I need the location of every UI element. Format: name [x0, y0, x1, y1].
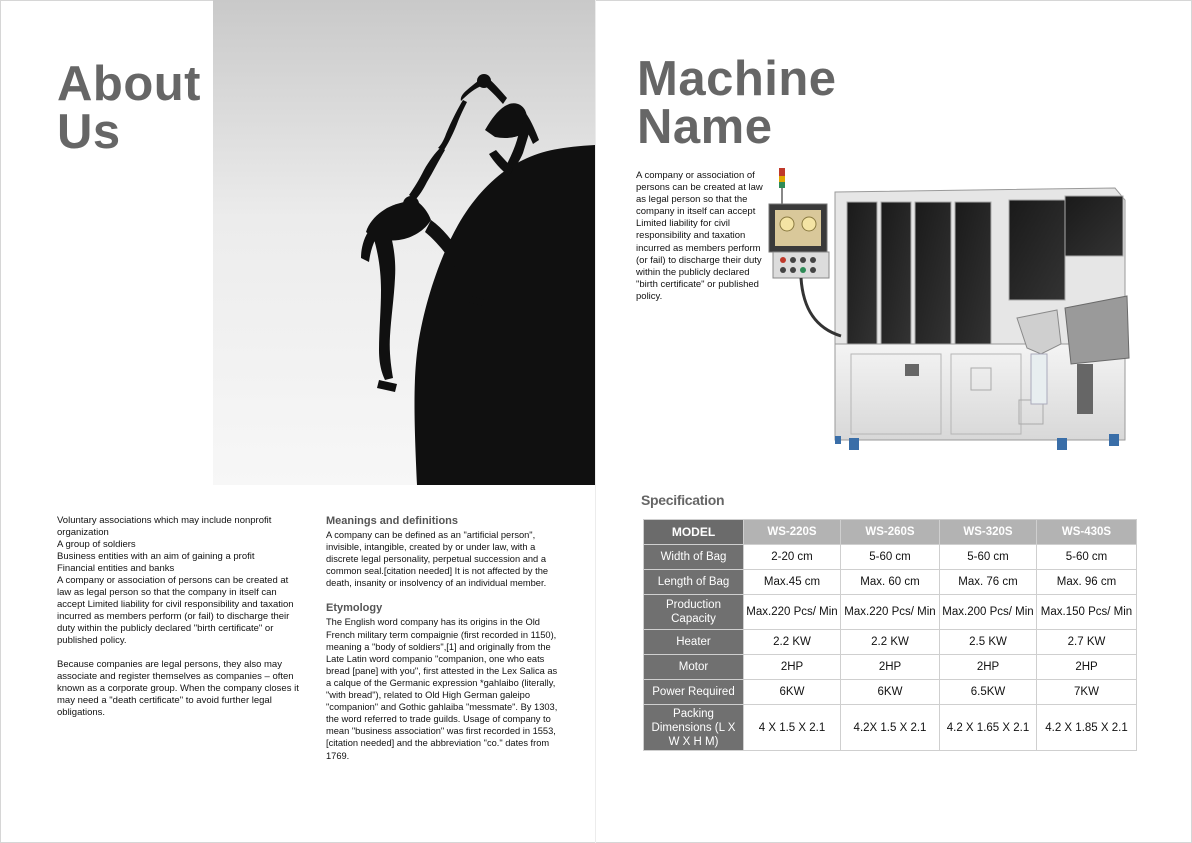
paragraph-gap: [57, 647, 305, 659]
intro-line-1: Voluntary associations which may include nonprofit organization: [57, 515, 272, 538]
packing-machine-illustration: [765, 168, 1135, 468]
table-cell: 4.2X 1.5 X 2.1: [841, 705, 940, 751]
model-column-header: WS-320S: [940, 520, 1037, 545]
intro-line-4: Financial entities and banks: [57, 563, 175, 574]
about-title-line1: About: [57, 57, 201, 111]
table-cell: 2.2 KW: [744, 630, 841, 655]
etymology-heading: Etymology: [326, 602, 383, 615]
table-cell: 2HP: [940, 655, 1037, 680]
row-label: Packing Dimensions (L X W X H M): [644, 705, 744, 751]
table-cell: 5-60 cm: [940, 545, 1037, 570]
table-row: [644, 545, 1137, 570]
table-cell: 6.5KW: [940, 680, 1037, 705]
intro-line-2: A group of soldiers: [57, 539, 136, 550]
climbers-photo: [213, 0, 595, 485]
table-cell: 6KW: [841, 680, 940, 705]
climbers-silhouette-image: [213, 0, 595, 485]
model-header: MODEL: [644, 520, 744, 545]
table-cell: 4.2 X 1.65 X 2.1: [940, 705, 1037, 751]
table-cell: 5-60 cm: [841, 545, 940, 570]
table-cell: 2-20 cm: [744, 545, 841, 570]
machine-title: [637, 52, 837, 154]
table-cell: Max.150 Pcs/ Min: [1037, 595, 1137, 630]
table-cell: Max. 96 cm: [1037, 570, 1137, 595]
page-fold: [595, 0, 596, 843]
etymology-body: The English word company has its origins in the Old French military term compaignie (first recorded in 1150), meaning a "body of soldiers",[1] and originally from the Late Latin word companio "companion, one who eats bread [pane] with you", first attested in the Lex Salica as a calque of the Germanic expression *gahlaibo (literally, "with bread"), related to Old High German galeipo "companion" and Gothic gahlaiba "messmate". By 1303, the word referred to trade guilds. Usage of company to mean "business association" was first recorded in 1553,[citation needed] and the abbreviation "co." dates from 1769.: [326, 617, 558, 761]
machine-title-line2: Name: [637, 100, 773, 154]
machine-description: A company or association of persons can be created at law as legal person so that the company in itself can accept Limited liability for civil responsibility and taxation incurred as members perform (or fail) to discharge their duty within the publicly declared "birth certificate" or published policy.: [636, 170, 763, 302]
table-cell: Max.220 Pcs/ Min: [744, 595, 841, 630]
table-row: [644, 570, 1137, 595]
table-cell: Max.45 cm: [744, 570, 841, 595]
table-cell: Max. 60 cm: [841, 570, 940, 595]
machine-image: [765, 168, 1135, 468]
row-label: Motor: [644, 655, 744, 680]
table-cell: Max. 76 cm: [940, 570, 1037, 595]
table-cell: 2.7 KW: [1037, 630, 1137, 655]
table-row: [644, 655, 1137, 680]
table-row: [644, 680, 1137, 705]
model-column-header: WS-430S: [1037, 520, 1137, 545]
meanings-heading: Meanings and definitions: [326, 515, 459, 527]
about-intro-text: [57, 515, 305, 719]
table-cell: 2HP: [841, 655, 940, 680]
table-cell: 4 X 1.5 X 2.1: [744, 705, 841, 751]
row-label: Width of Bag: [644, 545, 744, 570]
about-title: [57, 57, 201, 159]
table-cell: 2.5 KW: [940, 630, 1037, 655]
about-title-line2: Us: [57, 105, 121, 159]
table-cell: 2.2 KW: [841, 630, 940, 655]
definitions-column: [326, 514, 564, 762]
model-column-header: WS-260S: [841, 520, 940, 545]
model-column-header: WS-220S: [744, 520, 841, 545]
corporate-group-paragraph: Because companies are legal persons, they also may associate and register themselves as companies – often known as a corporate group. When the company closes it may need a "death certificate" to avoid further legal obligations.: [57, 659, 299, 718]
specification-title: Specification: [641, 492, 725, 508]
table-cell: 6KW: [744, 680, 841, 705]
meanings-body: A company can be defined as an "artificial person", invisible, intangible, created by or under law, with a discrete legal personality, perpetual succession and a common seal.[citation needed] It is not affected by the death, insanity or insolvency of an individual member.: [326, 530, 549, 589]
row-label: Production Capacity: [644, 595, 744, 630]
table-header-row: [644, 520, 1137, 545]
table-cell: 2HP: [1037, 655, 1137, 680]
table-row: [644, 705, 1137, 751]
table-row: [644, 595, 1137, 630]
table-cell: 7KW: [1037, 680, 1137, 705]
table-cell: Max.220 Pcs/ Min: [841, 595, 940, 630]
row-label: Length of Bag: [644, 570, 744, 595]
intro-line-5: A company or association of persons can be created at law as legal person so that the company in itself can accept Limited liability for civil responsibility and taxation incurred as members perform (or fail) to discharge their duty within the publicly declared "birth certificate" or published policy.: [57, 575, 294, 646]
table-row: [644, 630, 1137, 655]
row-label: Heater: [644, 630, 744, 655]
table-cell: Max.200 Pcs/ Min: [940, 595, 1037, 630]
row-label: Power Required: [644, 680, 744, 705]
table-cell: 5-60 cm: [1037, 545, 1137, 570]
machine-title-line1: Machine: [637, 52, 837, 106]
table-cell: 2HP: [744, 655, 841, 680]
intro-line-3: Business entities with an aim of gaining a profit: [57, 551, 255, 562]
specification-table: [643, 519, 1137, 751]
table-cell: 4.2 X 1.85 X 2.1: [1037, 705, 1137, 751]
